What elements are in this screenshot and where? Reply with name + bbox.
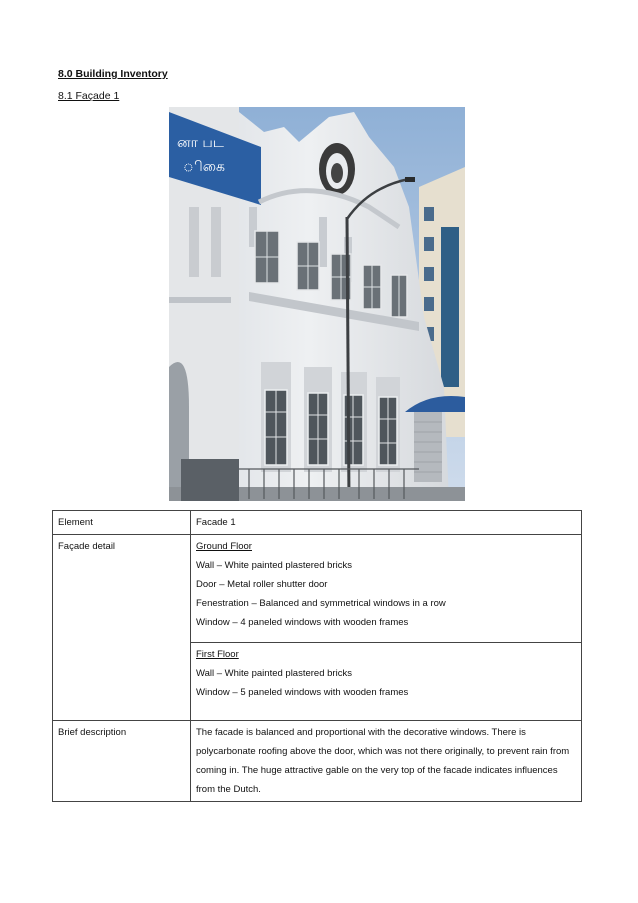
sign-text-2: ிகை bbox=[183, 159, 225, 175]
inventory-table bbox=[52, 510, 582, 802]
first-floor-cell bbox=[191, 643, 582, 721]
facade-photo bbox=[169, 107, 465, 501]
first-floor-title: First Floor bbox=[196, 649, 239, 660]
section-heading: 8.0 Building Inventory bbox=[58, 68, 168, 80]
facade-detail-label: Façade detail bbox=[53, 535, 191, 721]
ground-floor-wall: Wall – White painted plastered bricks bbox=[196, 560, 352, 571]
ground-floor-fenestration: Fenestration – Balanced and symmetrical windows in a row bbox=[196, 598, 446, 609]
ground-floor-title: Ground Floor bbox=[196, 541, 252, 552]
header-element-label: Element bbox=[53, 511, 191, 535]
peacock-ornament bbox=[319, 143, 355, 195]
sign-text-1: னா பட bbox=[177, 135, 224, 151]
first-floor-wall: Wall – White painted plastered bricks bbox=[196, 668, 352, 679]
ground-floor-door: Door – Metal roller shutter door bbox=[196, 579, 328, 590]
ground-floor-cell bbox=[191, 535, 582, 643]
brief-description-label: Brief description bbox=[53, 721, 191, 802]
first-floor-window: Window – 5 paneled windows with wooden frames bbox=[196, 687, 409, 698]
table-row bbox=[53, 511, 582, 535]
header-facade-label: Facade 1 bbox=[191, 511, 582, 535]
ground-floor-window: Window – 4 paneled windows with wooden frames bbox=[196, 617, 409, 628]
table-row bbox=[53, 535, 582, 643]
brief-description-text: The facade is balanced and proportional with the decorative windows. There is polycarbonate roofing above the door, which was not there originally, to prevent rain from coming in. The huge attractive gable on the very top of the facade indicates influences from the Dutch. bbox=[191, 721, 582, 802]
subsection-heading: 8.1 Façade 1 bbox=[58, 90, 120, 102]
table-row bbox=[53, 721, 582, 802]
